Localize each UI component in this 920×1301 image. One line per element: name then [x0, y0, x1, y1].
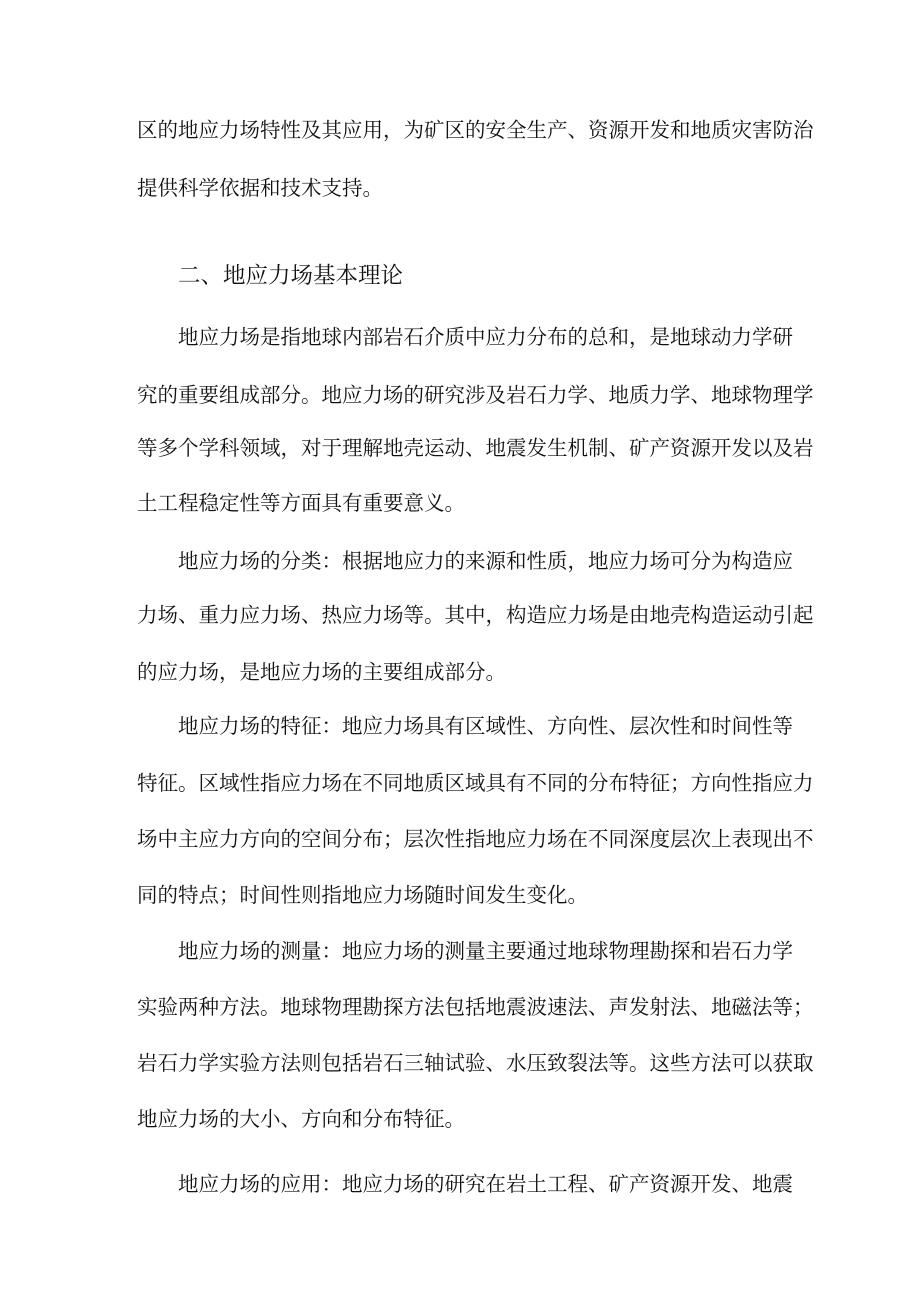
paragraph-4-line-1: 地应力场的测量：地应力场的测量主要通过地球物理勘探和岩石力学: [178, 939, 793, 963]
paragraph-3-line-4: 同的特点；时间性则指地应力场随时间发生变化。: [137, 883, 588, 907]
paragraph-4-line-4: 地应力场的大小、方向和分布特征。: [137, 1107, 465, 1131]
paragraph-4-line-2: 实验两种方法。地球物理勘探方法包括地震波速法、声发射法、地磁法等；: [137, 995, 814, 1019]
paragraph-3-line-1: 地应力场的特征：地应力场具有区域性、方向性、层次性和时间性等: [178, 714, 793, 738]
paragraph-2-line-3: 的应力场，是地应力场的主要组成部分。: [137, 660, 506, 684]
paragraph-3-line-2: 特征。区域性指应力场在不同地质区域具有不同的分布特征；方向性指应力: [137, 771, 814, 795]
intro-line-1: 区的地应力场特性及其应用，为矿区的安全生产、资源开发和地质灾害防治: [137, 118, 814, 142]
paragraph-3-line-3: 场中主应力方向的空间分布；层次性指地应力场在不同深度层次上表现出不: [137, 827, 814, 851]
paragraph-1-line-4: 土工程稳定性等方面具有重要意义。: [137, 491, 465, 515]
paragraph-2-line-1: 地应力场的分类：根据地应力的来源和性质，地应力场可分为构造应: [178, 549, 793, 573]
paragraph-1-line-3: 等多个学科领域，对于理解地壳运动、地震发生机制、矿产资源开发以及岩: [137, 436, 814, 460]
paragraph-1-line-1: 地应力场是指地球内部岩石介质中应力分布的总和，是地球动力学研: [178, 325, 793, 349]
paragraph-5-line-1: 地应力场的应用：地应力场的研究在岩土工程、矿产资源开发、地震: [178, 1172, 793, 1196]
paragraph-2-line-2: 力场、重力应力场、热应力场等。其中，构造应力场是由地壳构造运动引起: [137, 603, 814, 627]
paragraph-1-line-2: 究的重要组成部分。地应力场的研究涉及岩石力学、地质力学、地球物理学: [137, 383, 814, 407]
paragraph-4-line-3: 岩石力学实验方法则包括岩石三轴试验、水压致裂法等。这些方法可以获取: [137, 1051, 814, 1075]
section-heading: 二、地应力场基本理论: [178, 263, 404, 289]
intro-line-2: 提供科学依据和技术支持。: [137, 176, 383, 200]
